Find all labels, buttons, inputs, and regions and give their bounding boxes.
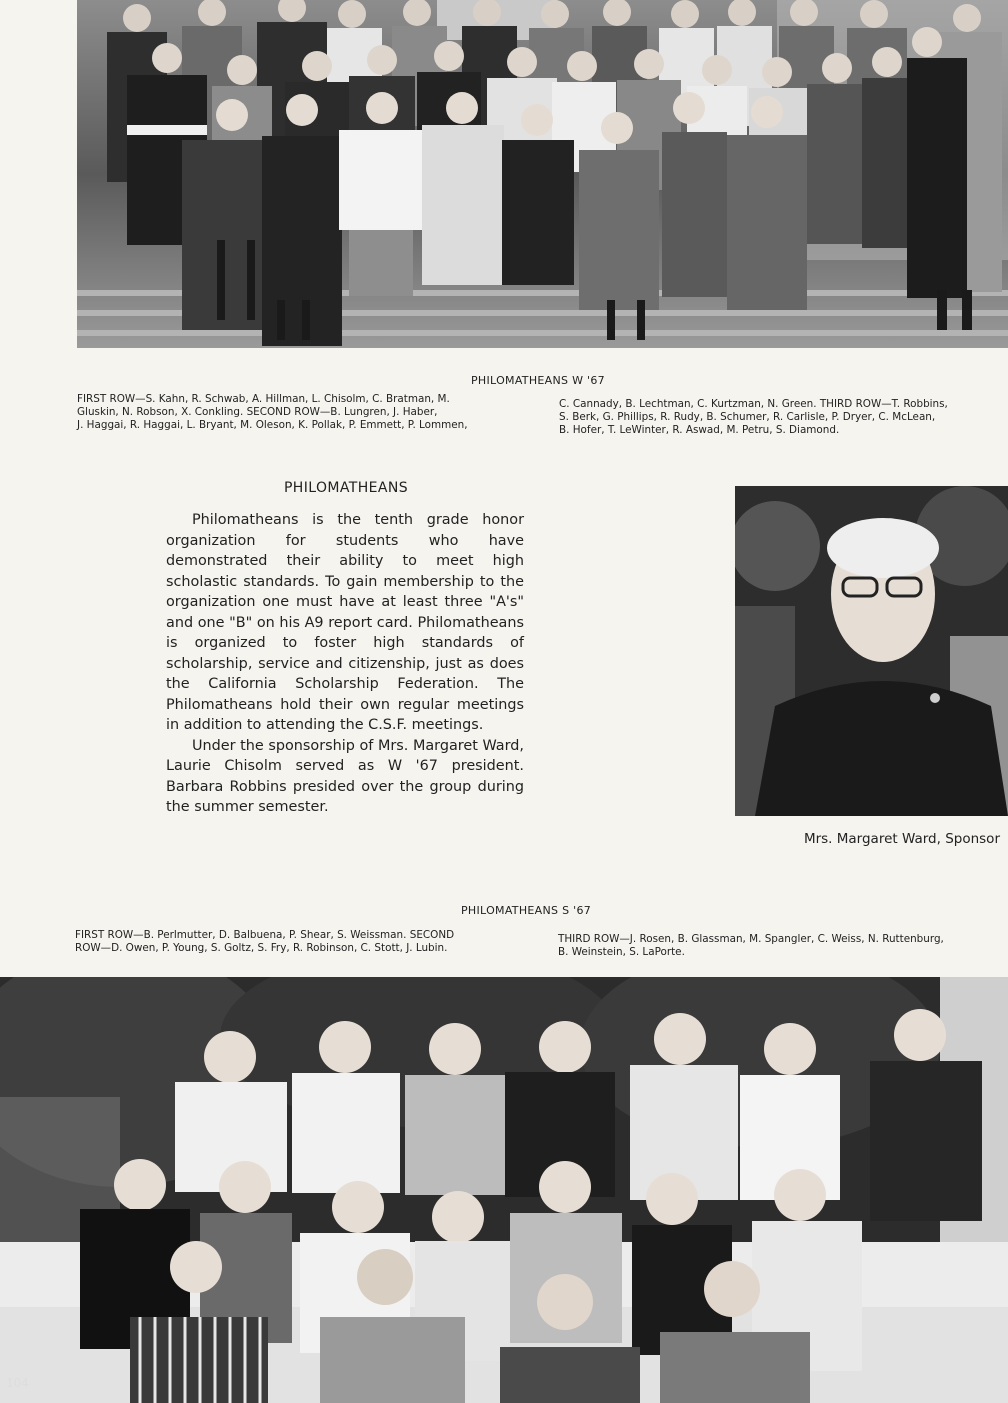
caption-title-w67: PHILOMATHEANS W '67	[471, 374, 605, 387]
article-paragraph: Under the sponsorship of Mrs. Margaret Ward, Laurie Chisolm served as W '67 president. Barbara Robbins presided over the group during the summer semester.	[166, 737, 524, 815]
group-photo-s67	[0, 977, 1008, 1403]
caption-line: S. Berk, G. Phillips, R. Rudy, B. Schumer, R. Carlisle, P. Dryer, C. McLean,	[559, 410, 936, 423]
caption-line: B. Weinstein, S. LaPorte.	[558, 945, 685, 958]
caption-title-s67: PHILOMATHEANS S '67	[461, 904, 592, 917]
caption-names-right-s67	[558, 933, 1006, 959]
caption-line: FIRST ROW—B. Perlmutter, D. Balbuena, P. Shear, S. Weissman. SECOND	[75, 929, 455, 941]
page-number: 104	[6, 1376, 29, 1390]
article-body	[166, 510, 524, 818]
caption-line: B. Hofer, T. LeWinter, R. Aswad, M. Petru, S. Diamond.	[559, 423, 840, 436]
article-heading: PHILOMATHEANS	[283, 480, 409, 496]
caption-names-right-w67	[559, 398, 1008, 436]
sponsor-caption: Mrs. Margaret Ward, Sponsor	[803, 831, 1000, 847]
caption-line: FIRST ROW—S. Kahn, R. Schwab, A. Hillman, L. Chisolm, C. Bratman, M.	[77, 393, 450, 405]
sponsor-portrait	[735, 486, 1008, 816]
caption-names-left-w67	[77, 393, 526, 431]
caption-line: Gluskin, N. Robson, X. Conkling. SECOND ROW—B. Lungren, J. Haber,	[77, 405, 438, 418]
caption-line: ROW—D. Owen, P. Young, S. Goltz, S. Fry, R. Robinson, C. Stott, J. Lubin.	[75, 941, 448, 954]
caption-names-left-s67	[75, 929, 522, 955]
caption-line: C. Cannady, B. Lechtman, C. Kurtzman, N. Green. THIRD ROW—T. Robbins,	[559, 398, 948, 410]
article-paragraph: Philomatheans is the tenth grade honor organization for students who have demonstrated their ability to meet high scholastic standards. To gain membership to the organization one must have at least three "A's" and one "B" on his A9 report card. Philomatheans is organized to foster high standards of scholarship, service and citizenship, just as does the California Scholarship Federation. The Philomatheans hold their own regular meetings in addition to attending the C.S.F. meetings.	[166, 512, 524, 733]
caption-line: J. Haggai, R. Haggai, L. Bryant, M. Oleson, K. Pollak, P. Emmett, P. Lommen,	[77, 418, 468, 431]
caption-line: THIRD ROW—J. Rosen, B. Glassman, M. Spangler, C. Weiss, N. Ruttenburg,	[558, 933, 944, 945]
group-photo-w67	[77, 0, 1008, 348]
